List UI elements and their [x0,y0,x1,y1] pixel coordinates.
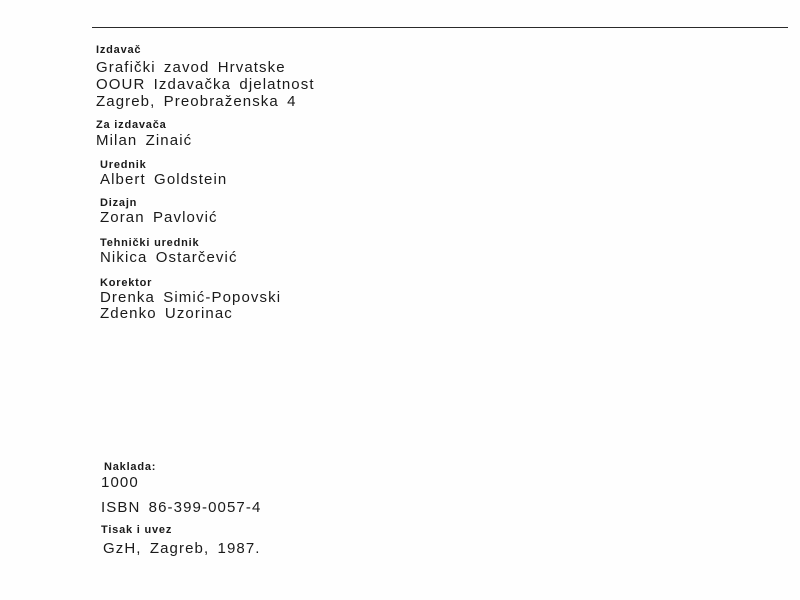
editor-label: Urednik [100,159,147,171]
proofreader-label: Korektor [100,277,153,289]
printing-label: Tisak i uvez [101,524,173,536]
isbn-value: ISBN 86-399-0057-4 [101,499,262,516]
proofreader-value-1: Drenka Simić-Popovski [100,289,282,306]
publisher-line-1: Grafički zavod Hrvatske [96,59,286,76]
for-publisher-label: Za izdavača [96,119,167,131]
design-value: Zoran Pavlović [100,209,218,226]
print-run-value: 1000 [101,474,139,491]
printing-value: GzH, Zagreb, 1987. [103,540,261,557]
top-rule [92,27,788,28]
print-run-label: Naklada: [104,461,157,473]
editor-value: Albert Goldstein [100,171,228,188]
publisher-line-3: Zagreb, Preobraženska 4 [96,93,297,110]
design-label: Dizajn [100,197,138,209]
publisher-line-2: OOUR Izdavačka djelatnost [96,76,315,93]
technical-editor-label: Tehnički urednik [100,237,200,249]
proofreader-value-2: Zdenko Uzorinac [100,305,233,322]
publisher-label: Izdavač [96,44,142,56]
technical-editor-value: Nikica Ostarčević [100,249,238,266]
for-publisher-value: Milan Zinaić [96,132,193,149]
